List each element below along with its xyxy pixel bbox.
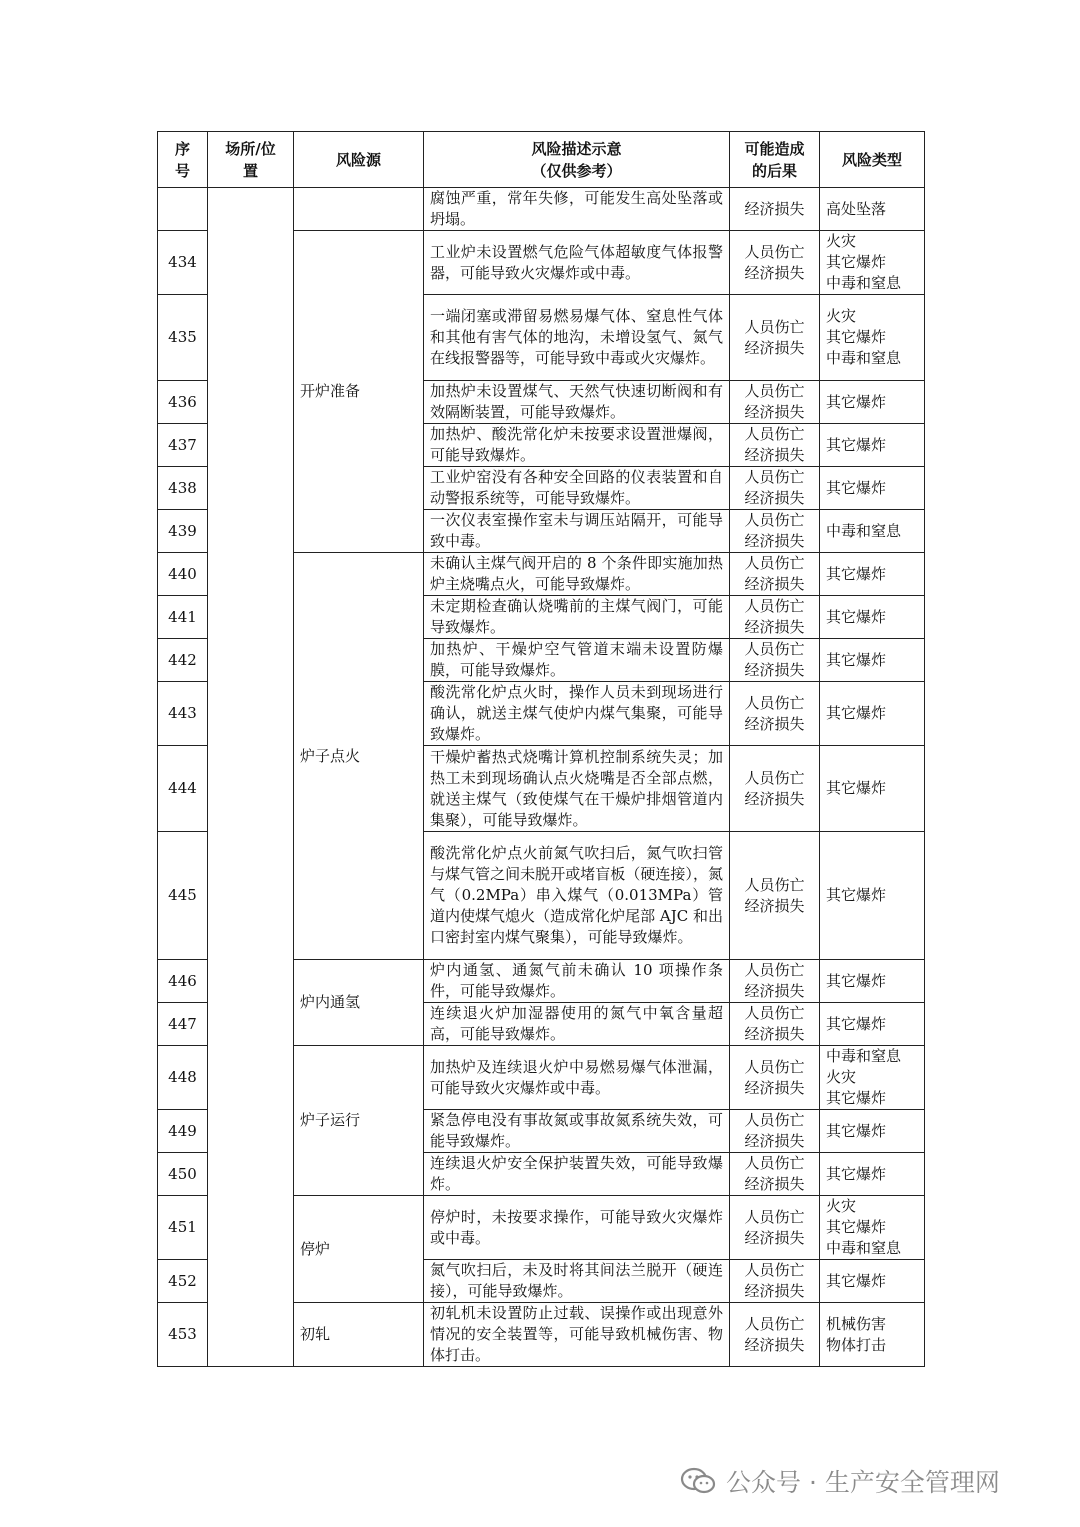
risk-description: 加热炉、干燥炉空气管道末端未设置防爆膜，可能导致爆炸。	[424, 639, 730, 682]
row-seq: 450	[158, 1153, 208, 1196]
consequence: 人员伤亡 经济损失	[730, 1153, 820, 1196]
risk-type: 其它爆炸	[820, 1003, 925, 1046]
consequence: 人员伤亡 经济损失	[730, 639, 820, 682]
risk-type: 其它爆炸	[820, 424, 925, 467]
risk-source-cell: 炉子点火	[294, 553, 424, 960]
consequence: 人员伤亡 经济损失	[730, 746, 820, 832]
risk-type: 其它爆炸	[820, 639, 925, 682]
consequence: 人员伤亡 经济损失	[730, 1046, 820, 1110]
risk-type: 其它爆炸	[820, 381, 925, 424]
consequence: 人员伤亡 经济损失	[730, 1196, 820, 1260]
risk-type: 高处坠落	[820, 188, 925, 231]
row-seq: 441	[158, 596, 208, 639]
risk-type: 其它爆炸	[820, 832, 925, 960]
risk-type: 其它爆炸	[820, 1260, 925, 1303]
row-seq: 446	[158, 960, 208, 1003]
row-seq: 435	[158, 295, 208, 381]
row-seq: 437	[158, 424, 208, 467]
consequence: 经济损失	[730, 188, 820, 231]
risk-type: 火灾 其它爆炸 中毒和窒息	[820, 231, 925, 295]
risk-description: 加热炉未设置煤气、天然气快速切断阀和有效隔断装置，可能导致爆炸。	[424, 381, 730, 424]
row-seq: 440	[158, 553, 208, 596]
header-seq: 序 号	[158, 132, 208, 188]
risk-description: 连续退火炉加湿器使用的氮气中氧含量超高，可能导致爆炸。	[424, 1003, 730, 1046]
consequence: 人员伤亡 经济损失	[730, 596, 820, 639]
risk-source-cell: 初轧	[294, 1303, 424, 1367]
header-risk-source: 风险源	[294, 132, 424, 188]
risk-source-cell: 开炉准备	[294, 231, 424, 553]
table-row	[158, 188, 925, 231]
risk-description: 炉内通氢、通氮气前未确认 10 项操作条件，可能导致爆炸。	[424, 960, 730, 1003]
consequence: 人员伤亡 经济损失	[730, 832, 820, 960]
row-seq: 448	[158, 1046, 208, 1110]
row-seq: 451	[158, 1196, 208, 1260]
risk-type: 火灾 其它爆炸 中毒和窒息	[820, 1196, 925, 1260]
row-seq: 445	[158, 832, 208, 960]
row-seq: 447	[158, 1003, 208, 1046]
risk-description: 干燥炉蓄热式烧嘴计算机控制系统失灵；加热工未到现场确认点火烧嘴是否全部点燃，就送主煤气（致使煤气在干燥炉排烟管道内集聚），可能导致爆炸。	[424, 746, 730, 832]
consequence: 人员伤亡 经济损失	[730, 467, 820, 510]
consequence: 人员伤亡 经济损失	[730, 1003, 820, 1046]
risk-description: 工业炉未设置燃气危险气体超敏度气体报警器，可能导致火灾爆炸或中毒。	[424, 231, 730, 295]
consequence: 人员伤亡 经济损失	[730, 553, 820, 596]
row-seq: 436	[158, 381, 208, 424]
consequence: 人员伤亡 经济损失	[730, 960, 820, 1003]
risk-description: 加热炉、酸洗常化炉未按要求设置泄爆阀，可能导致爆炸。	[424, 424, 730, 467]
risk-type: 机械伤害 物体打击	[820, 1303, 925, 1367]
risk-table	[157, 131, 925, 1367]
risk-type: 中毒和窒息 火灾 其它爆炸	[820, 1046, 925, 1110]
consequence: 人员伤亡 经济损失	[730, 510, 820, 553]
header-consequence: 可能造成 的后果	[730, 132, 820, 188]
watermark-text: 公众号 · 生产安全管理网	[726, 1468, 1000, 1497]
row-seq: 443	[158, 682, 208, 746]
risk-description: 酸洗常化炉点火前氮气吹扫后，氮气吹扫管与煤气管之间未脱开或堵盲板（硬连接），氮气（0.2MPa）串入煤气（0.013MPa）管道内使煤气熄火（造成常化炉尾部 AJC 和出口密封室内煤气聚集），可能导致爆炸。	[424, 832, 730, 960]
risk-description: 加热炉及连续退火炉中易燃易爆气体泄漏，可能导致火灾爆炸或中毒。	[424, 1046, 730, 1110]
row-seq	[158, 188, 208, 231]
consequence: 人员伤亡 经济损失	[730, 381, 820, 424]
risk-type: 其它爆炸	[820, 1110, 925, 1153]
risk-type: 其它爆炸	[820, 596, 925, 639]
consequence: 人员伤亡 经济损失	[730, 1260, 820, 1303]
risk-description: 初轧机未设置防止过载、误操作或出现意外情况的安全装置等，可能导致机械伤害、物体打击。	[424, 1303, 730, 1367]
risk-type: 中毒和窒息	[820, 510, 925, 553]
risk-type: 其它爆炸	[820, 746, 925, 832]
risk-description: 一次仪表室操作室未与调压站隔开，可能导致中毒。	[424, 510, 730, 553]
consequence: 人员伤亡 经济损失	[730, 1303, 820, 1367]
risk-description: 未定期检查确认烧嘴前的主煤气阀门，可能导致爆炸。	[424, 596, 730, 639]
risk-type: 其它爆炸	[820, 682, 925, 746]
risk-source-cell: 炉内通氢	[294, 960, 424, 1046]
risk-description: 停炉时，未按要求操作，可能导致火灾爆炸或中毒。	[424, 1196, 730, 1260]
row-seq: 444	[158, 746, 208, 832]
risk-type: 其它爆炸	[820, 553, 925, 596]
row-seq: 439	[158, 510, 208, 553]
row-seq: 449	[158, 1110, 208, 1153]
watermark	[680, 1463, 1000, 1499]
risk-source-cell	[294, 188, 424, 231]
row-seq: 442	[158, 639, 208, 682]
risk-type: 火灾 其它爆炸 中毒和窒息	[820, 295, 925, 381]
risk-type: 其它爆炸	[820, 1153, 925, 1196]
row-seq: 452	[158, 1260, 208, 1303]
header-location: 场所/位 置	[208, 132, 294, 188]
risk-description: 一端闭塞或滞留易燃易爆气体、窒息性气体和其他有害气体的地沟，未增设氢气、氮气在线报警器等，可能导致中毒或火灾爆炸。	[424, 295, 730, 381]
row-seq: 438	[158, 467, 208, 510]
header-risk-description: 风险描述示意 （仅供参考）	[424, 132, 730, 188]
risk-description: 腐蚀严重，常年失修，可能发生高处坠落或坍塌。	[424, 188, 730, 231]
risk-description: 未确认主煤气阀开启的 8 个条件即实施加热炉主烧嘴点火，可能导致爆炸。	[424, 553, 730, 596]
row-seq: 453	[158, 1303, 208, 1367]
header-risk-type: 风险类型	[820, 132, 925, 188]
risk-description: 工业炉窑没有各种安全回路的仪表装置和自动警报系统等，可能导致爆炸。	[424, 467, 730, 510]
risk-description: 连续退火炉安全保护装置失效，可能导致爆炸。	[424, 1153, 730, 1196]
consequence: 人员伤亡 经济损失	[730, 424, 820, 467]
consequence: 人员伤亡 经济损失	[730, 682, 820, 746]
wechat-icon	[680, 1467, 716, 1495]
risk-description: 酸洗常化炉点火时，操作人员未到现场进行确认，就送主煤气使炉内煤气集聚，可能导致爆炸。	[424, 682, 730, 746]
row-seq: 434	[158, 231, 208, 295]
table-header-row	[158, 132, 925, 188]
risk-type: 其它爆炸	[820, 467, 925, 510]
consequence: 人员伤亡 经济损失	[730, 1110, 820, 1153]
risk-description: 氮气吹扫后，未及时将其间法兰脱开（硬连接），可能导致爆炸。	[424, 1260, 730, 1303]
consequence: 人员伤亡 经济损失	[730, 295, 820, 381]
location-cell	[208, 188, 294, 1367]
consequence: 人员伤亡 经济损失	[730, 231, 820, 295]
risk-type: 其它爆炸	[820, 960, 925, 1003]
risk-description: 紧急停电没有事故氮或事故氮系统失效，可能导致爆炸。	[424, 1110, 730, 1153]
risk-source-cell: 停炉	[294, 1196, 424, 1303]
risk-source-cell: 炉子运行	[294, 1046, 424, 1196]
